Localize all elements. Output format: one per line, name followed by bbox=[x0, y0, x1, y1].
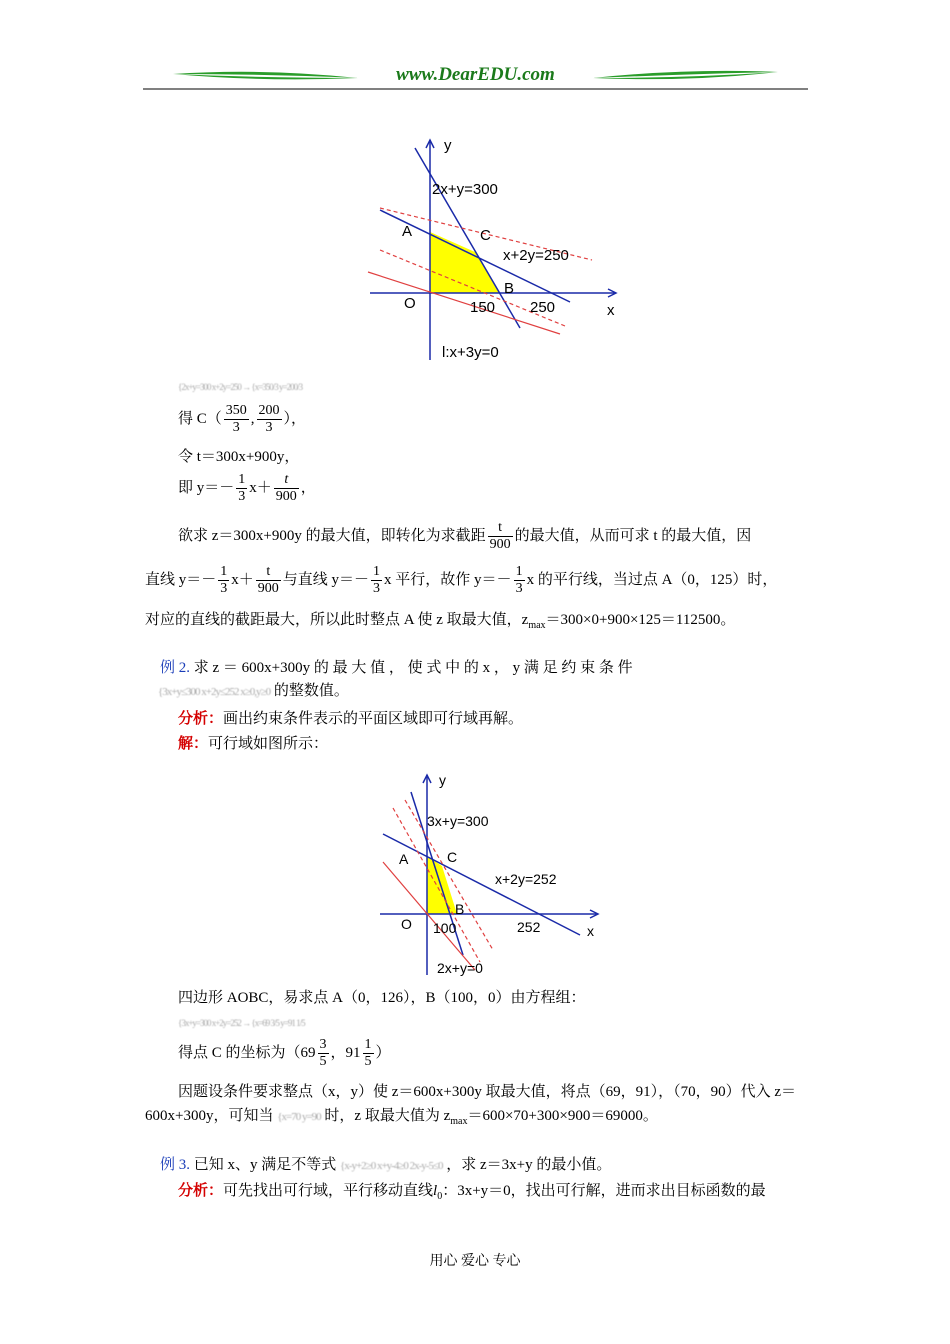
page-header bbox=[143, 60, 808, 92]
y-expression: 即 y＝－ $\frac{1}{3}$ x＋ $\frac{t}{900}$ ， bbox=[178, 472, 316, 505]
ex2-solution: 解：可行域如图所示： bbox=[178, 736, 329, 752]
svg-text:x+2y=252: x+2y=252 bbox=[495, 871, 557, 887]
ex2-condition: {3x+y≤300 x+2y≤252 x≥0,y≥0 的整数值。 bbox=[158, 683, 349, 699]
ex3-question: 例 3. 已知 x、y 满足不等式 {x-y+2≥0 x+y-4≥0 2x-y-5≤0 ，求 z＝3x+y 的最小值。 bbox=[160, 1157, 612, 1173]
t-definition: 令 t＝300x+900y， bbox=[178, 449, 300, 465]
ex1-paragraph-1: 欲求 z＝300x+900y 的最大值，即转化为求截距 $\frac{t}{900}$ 的最大值，从而可求 t 的最大值，因 bbox=[178, 520, 752, 553]
site-title: www.DearEDU.com bbox=[396, 64, 555, 85]
svg-text:A: A bbox=[399, 851, 409, 867]
svg-text:x: x bbox=[607, 302, 615, 319]
svg-text:x+2y=250: x+2y=250 bbox=[503, 247, 569, 264]
svg-text:x: x bbox=[587, 923, 594, 939]
svg-text:B: B bbox=[455, 901, 465, 917]
svg-text:2x+y=0: 2x+y=0 bbox=[437, 960, 483, 976]
ex2-question: 例 2. 求 z ＝ 600x+300y 的 最 大 值 ， 使 式 中 的 x ， y 满 足 约 束 条 件 bbox=[160, 660, 633, 676]
ex3-analysis: 分析：可先找出可行域，平行移动直线$l_0$：3x+y＝0，找出可行解，进而求出目标函数的最 bbox=[178, 1183, 766, 1202]
svg-text:C: C bbox=[480, 227, 491, 244]
svg-text:C: C bbox=[447, 849, 458, 865]
figure-1-graph bbox=[360, 130, 625, 370]
svg-text:100: 100 bbox=[433, 920, 457, 936]
svg-text:O: O bbox=[404, 295, 416, 312]
ex2-point-c: 得点 C 的坐标为（69 $\frac{3}{5}$ ，91 $\frac{1}{5}$ ） bbox=[178, 1037, 391, 1070]
svg-text:A: A bbox=[402, 223, 413, 240]
svg-text:l:x+3y=0: l:x+3y=0 bbox=[442, 344, 499, 361]
blurred-system-2: {3x+y=300 x+2y=252 → {x=69 3/5 y=91 1/5 bbox=[178, 1017, 305, 1028]
ex1-paragraph-3: 对应的直线的截距最大，所以此时整点 A 使 z 取最大值，$z_{max}=300\times 0+900\times 125=112500$。 bbox=[145, 612, 736, 631]
blurred-system-1: {2x+y=300 x+2y=250 → {x=350/3 y=200/3 bbox=[178, 381, 303, 392]
svg-text:252: 252 bbox=[517, 919, 541, 935]
point-c-line: 得 C（ $\frac{350}{3}$ , $\frac{200}{3}$ ）， bbox=[178, 403, 307, 436]
ex2-paragraph-1: 因题设条件要求整点（x，y）使 z＝600x+300y 取最大值，将点（69，91），（70，90）代入 z＝ bbox=[178, 1084, 797, 1100]
svg-text:B: B bbox=[504, 280, 515, 297]
page-footer: 用心 爱心 专心 bbox=[429, 1254, 521, 1269]
figure-2-graph bbox=[375, 770, 605, 980]
ex2-label: 例 2. bbox=[160, 660, 191, 676]
svg-text:2x+y=300: 2x+y=300 bbox=[432, 181, 498, 198]
ex2-quad: 四边形 AOBC，易求点 A（0，126），B（100，0）由方程组： bbox=[178, 990, 586, 1006]
ex1-paragraph-2: 直线 y＝－ $\frac{1}{3}$ x＋ $\frac{t}{900}$ 与直线 y＝－ $\frac{1}{3}$ x 平行，故作 y＝－ $\frac{1}{3}$ x 的平行线，当过点 A（0，125）时， bbox=[145, 564, 778, 597]
svg-text:150: 150 bbox=[470, 299, 496, 316]
ex2-analysis: 分析：画出约束条件表示的平面区域即可行域再解。 bbox=[178, 711, 524, 727]
svg-text:y: y bbox=[444, 137, 452, 154]
svg-text:y: y bbox=[439, 772, 446, 788]
svg-text:250: 250 bbox=[530, 299, 556, 316]
ex2-paragraph-2: 600x+300y，可知当 {x=70 y=90 时，z 取最大值为 $z_{max}=600\times 70+300\times 900=69000$。 bbox=[145, 1108, 658, 1127]
svg-text:3x+y=300: 3x+y=300 bbox=[427, 813, 489, 829]
ex3-label: 例 3. bbox=[160, 1157, 191, 1173]
svg-text:O: O bbox=[401, 916, 412, 932]
